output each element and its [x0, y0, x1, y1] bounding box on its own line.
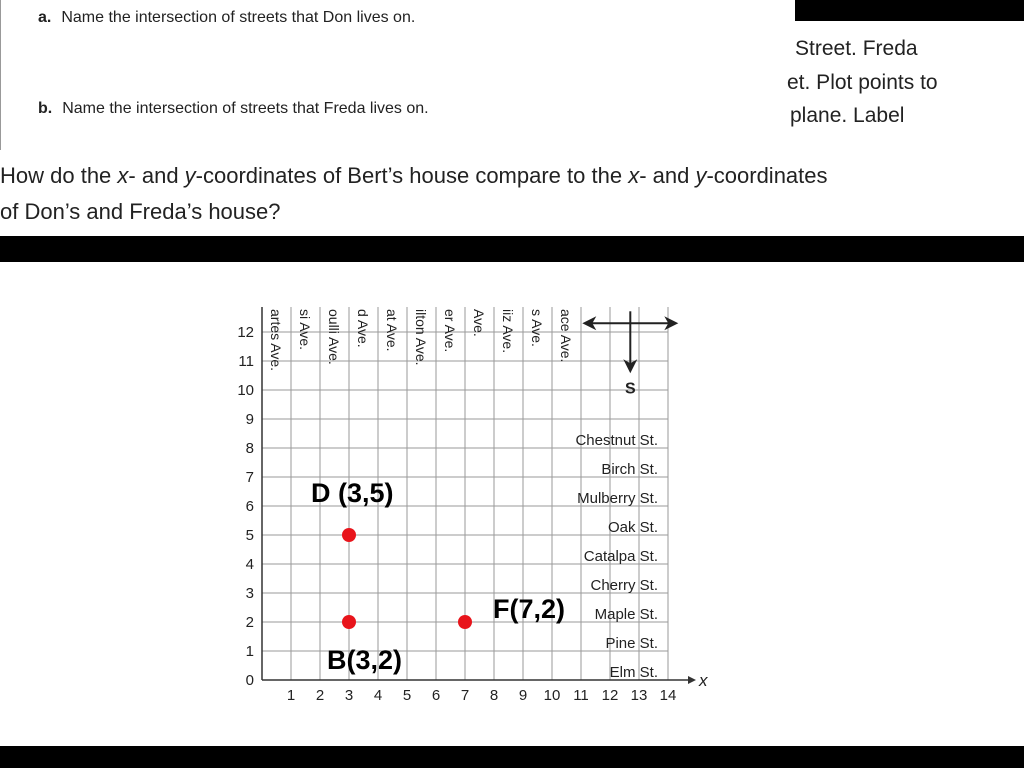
- data-point-f: [458, 615, 472, 629]
- y-tick-label: 3: [245, 585, 254, 602]
- street-label: Maple St.: [594, 606, 658, 623]
- street-label: Oak St.: [607, 519, 658, 536]
- x-tick-label: 6: [431, 687, 441, 704]
- x-tick-label: 14: [659, 687, 677, 704]
- x-tick-label: 1: [286, 687, 296, 704]
- x-tick-label: 12: [601, 687, 619, 704]
- avenue-label: er Ave.: [442, 309, 458, 353]
- street-label: Chestnut St.: [575, 432, 658, 449]
- street-label: Cherry St.: [590, 577, 658, 594]
- street-label: Elm St.: [609, 664, 658, 681]
- x-tick-label: 13: [630, 687, 648, 704]
- x-tick-label: 11: [573, 687, 589, 704]
- street-label: Birch St.: [601, 461, 658, 478]
- avenue-label: d Ave.: [355, 309, 371, 348]
- y-tick-label: 10: [237, 382, 254, 399]
- street-label: Mulberry St.: [577, 490, 658, 507]
- y-tick-label: 4: [245, 556, 254, 573]
- street-label: Pine St.: [605, 635, 658, 652]
- y-tick-label: 12: [237, 324, 254, 341]
- x-tick-label: 9: [518, 687, 528, 704]
- question-b-text: Name the intersection of streets that Freda lives on.: [62, 100, 429, 117]
- point-label-d: D (3,5): [311, 478, 394, 508]
- avenue-label: ilton Ave.: [413, 309, 429, 366]
- compare-question-line-2: of Don’s and Freda’s house?: [0, 199, 281, 224]
- avenue-label: s Ave.: [529, 309, 545, 347]
- cropped-text-line-1: Street. Freda: [795, 37, 918, 60]
- x-tick-label: 2: [315, 687, 325, 704]
- data-point-d: [342, 528, 356, 542]
- x-tick-label: 5: [402, 687, 412, 704]
- y-tick-label: 1: [245, 643, 254, 660]
- y-tick-label: 2: [245, 614, 254, 631]
- avenue-label: at Ave.: [384, 309, 400, 352]
- question-a-text: Name the intersection of streets that Don lives on.: [61, 9, 416, 26]
- x-tick-label: 3: [344, 687, 354, 704]
- compass-s-label: S: [624, 380, 636, 398]
- y-tick-label: 9: [245, 411, 254, 428]
- y-tick-label: 8: [245, 440, 254, 457]
- y-tick-label: 5: [245, 527, 254, 544]
- question-a-letter: a.: [38, 9, 52, 26]
- street-label: Catalpa St.: [583, 548, 658, 565]
- avenue-label: oulli Ave.: [326, 309, 342, 365]
- cropped-text-line-2: et. Plot points to: [787, 71, 938, 94]
- cropped-text-line-3: plane. Label: [790, 104, 905, 127]
- x-axis-label: x: [699, 671, 708, 690]
- y-tick-label: 0: [245, 672, 254, 689]
- point-label-f: F(7,2): [493, 594, 566, 624]
- point-label-b: B(3,2): [327, 645, 403, 675]
- avenue-label: Ave.: [471, 309, 487, 337]
- y-tick-label: 7: [245, 469, 254, 486]
- x-axis-arrowhead: [688, 676, 696, 684]
- x-tick-label: 10: [543, 687, 561, 704]
- question-b-letter: b.: [38, 100, 53, 117]
- x-tick-label: 8: [489, 687, 499, 704]
- avenue-label: iiz Ave.: [500, 309, 516, 354]
- avenue-label: ace Ave.: [558, 309, 574, 363]
- x-tick-label: 4: [373, 687, 383, 704]
- x-tick-label: 7: [460, 687, 470, 704]
- data-point-b: [342, 615, 356, 629]
- y-tick-label: 11: [238, 353, 254, 370]
- compare-question-line-1: How do the x- and y-coordinates of Bert’s house compare to the x- and y-coordinates: [0, 163, 828, 188]
- avenue-label: artes Ave.: [268, 309, 284, 372]
- y-tick-label: 6: [245, 498, 254, 515]
- avenue-label: si Ave.: [297, 309, 313, 350]
